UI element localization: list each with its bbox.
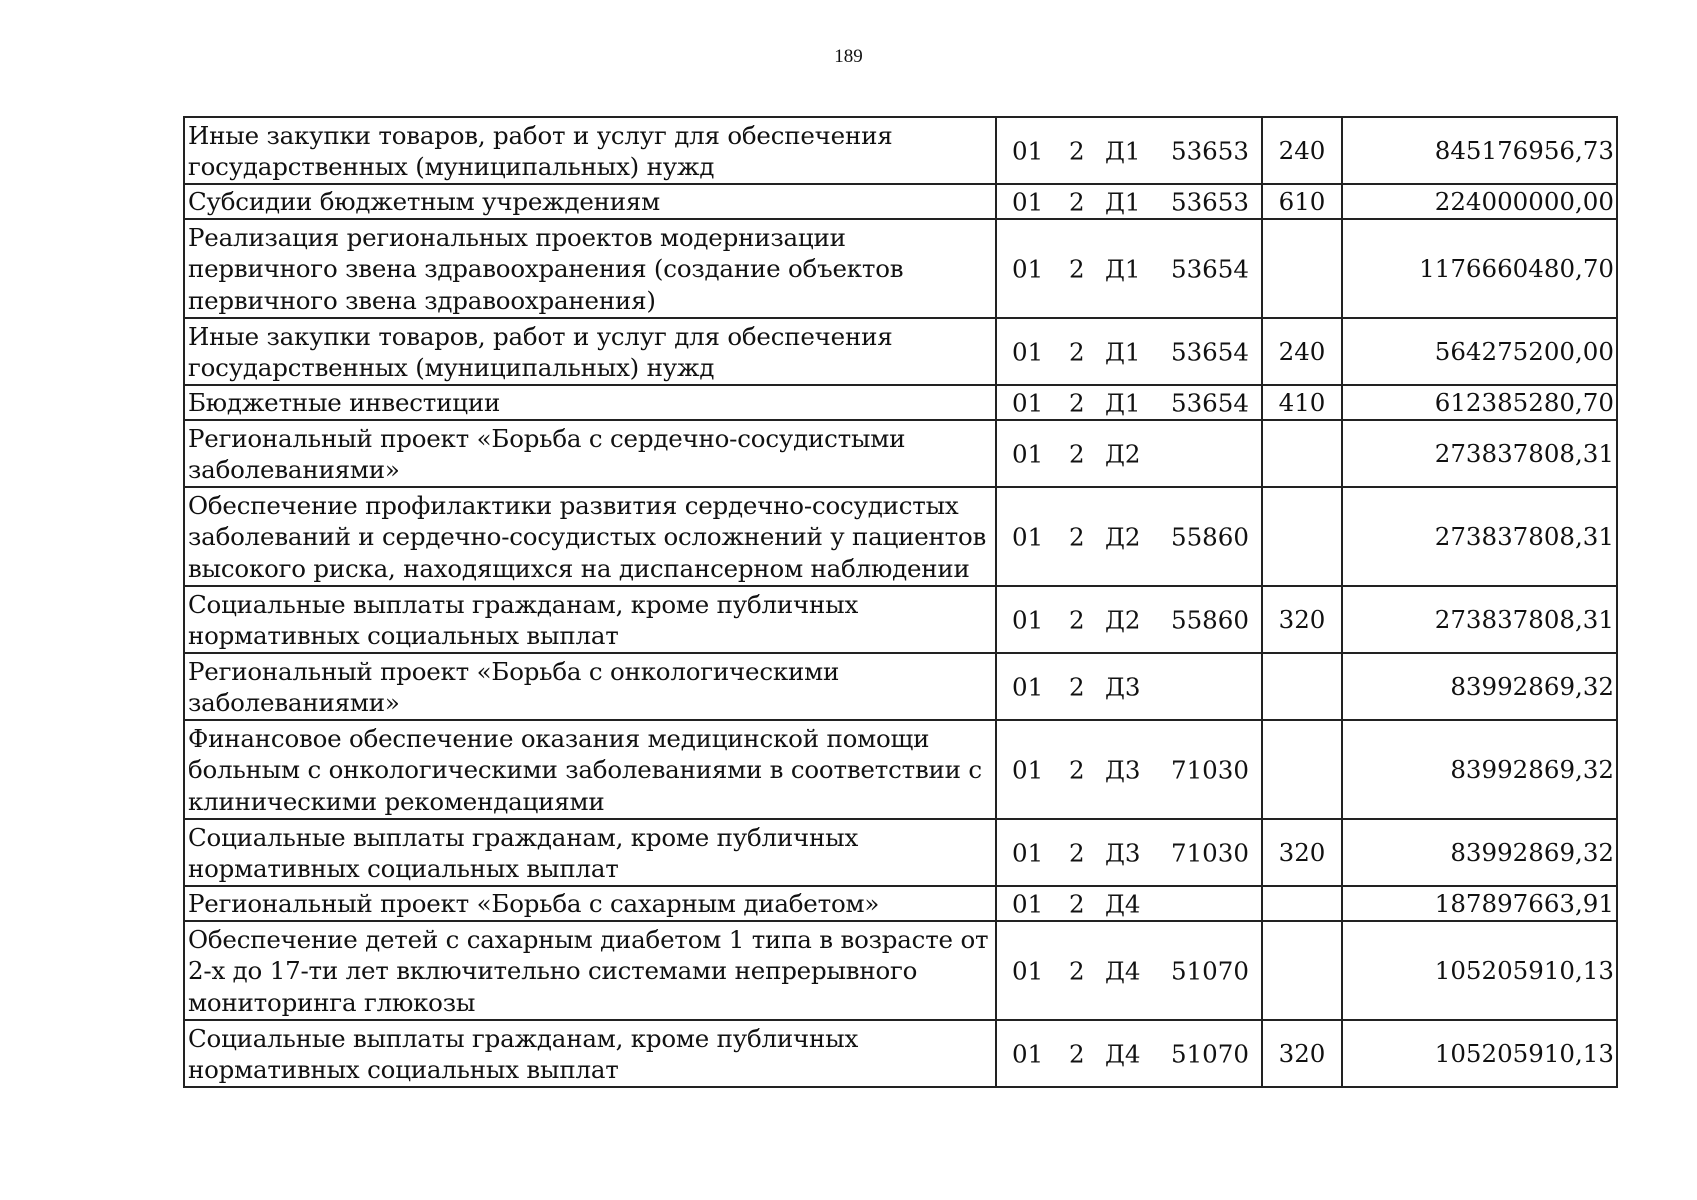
table-row	[184, 219, 1617, 318]
code-part-2: 2	[1069, 837, 1085, 867]
expense-type-code: 610	[1262, 184, 1342, 219]
budget-table	[183, 116, 1618, 1088]
target-article-code	[996, 184, 1262, 219]
code-part-3: Д2	[1105, 438, 1141, 468]
code-part-2: 2	[1069, 521, 1085, 551]
target-article-code	[996, 720, 1262, 819]
amount: 1176660480,70	[1342, 219, 1617, 318]
code-part-4: 53654	[1171, 253, 1249, 283]
code-part-1: 01	[1012, 387, 1044, 417]
expense-type-code	[1262, 921, 1342, 1020]
target-article-code	[996, 117, 1262, 184]
code-part-2: 2	[1069, 754, 1085, 784]
code-part-3: Д2	[1105, 604, 1141, 634]
code-part-2: 2	[1069, 1038, 1085, 1068]
row-name: Субсидии бюджетным учреждениям	[184, 184, 996, 219]
code-part-2: 2	[1069, 336, 1085, 366]
expense-type-code	[1262, 653, 1342, 720]
code-part-1: 01	[1012, 438, 1044, 468]
expense-type-code	[1262, 720, 1342, 819]
row-name: Обеспечение детей с сахарным диабетом 1 типа в возрасте от 2-х до 17-ти лет включительно системами непрерывного мониторинга глюкозы	[184, 921, 996, 1020]
table-row	[184, 653, 1617, 720]
code-part-1: 01	[1012, 186, 1044, 216]
budget-table-body	[184, 117, 1617, 1087]
code-part-4: 55860	[1171, 604, 1249, 634]
code-part-4: 71030	[1171, 837, 1249, 867]
code-part-1: 01	[1012, 1038, 1044, 1068]
target-article-code	[996, 420, 1262, 487]
code-part-1: 01	[1012, 671, 1044, 701]
code-part-4: 71030	[1171, 754, 1249, 784]
table-row	[184, 819, 1617, 886]
code-part-1: 01	[1012, 955, 1044, 985]
expense-type-code: 320	[1262, 819, 1342, 886]
expense-type-code	[1262, 886, 1342, 921]
code-part-3: Д2	[1105, 521, 1141, 551]
row-name: Региональный проект «Борьба с онкологическими заболеваниями»	[184, 653, 996, 720]
expense-type-code: 320	[1262, 586, 1342, 653]
target-article-code	[996, 1020, 1262, 1087]
amount: 612385280,70	[1342, 385, 1617, 420]
code-part-1: 01	[1012, 336, 1044, 366]
code-part-4: 53653	[1171, 135, 1249, 165]
code-part-2: 2	[1069, 186, 1085, 216]
code-part-3: Д3	[1105, 671, 1141, 701]
code-part-1: 01	[1012, 521, 1044, 551]
code-part-2: 2	[1069, 135, 1085, 165]
code-part-3: Д3	[1105, 837, 1141, 867]
code-part-3: Д1	[1105, 135, 1141, 165]
table-row	[184, 184, 1617, 219]
amount: 83992869,32	[1342, 720, 1617, 819]
table-row	[184, 586, 1617, 653]
row-name: Региональный проект «Борьба с сердечно-сосудистыми заболеваниями»	[184, 420, 996, 487]
code-part-4: 51070	[1171, 1038, 1249, 1068]
table-row	[184, 921, 1617, 1020]
table-row	[184, 1020, 1617, 1087]
code-part-3: Д1	[1105, 253, 1141, 283]
row-name: Социальные выплаты гражданам, кроме публичных нормативных социальных выплат	[184, 819, 996, 886]
row-name: Социальные выплаты гражданам, кроме публичных нормативных социальных выплат	[184, 1020, 996, 1087]
code-part-3: Д1	[1105, 336, 1141, 366]
amount: 187897663,91	[1342, 886, 1617, 921]
row-name: Обеспечение профилактики развития сердечно-сосудистых заболеваний и сердечно-сосудистых осложнений у пациентов высокого риска, находящихся на диспансерном наблюдении	[184, 487, 996, 586]
code-part-3: Д4	[1105, 955, 1141, 985]
code-part-4: 53653	[1171, 186, 1249, 216]
code-part-1: 01	[1012, 888, 1044, 918]
table-row	[184, 420, 1617, 487]
code-part-1: 01	[1012, 135, 1044, 165]
code-part-1: 01	[1012, 754, 1044, 784]
expense-type-code: 410	[1262, 385, 1342, 420]
target-article-code	[996, 219, 1262, 318]
target-article-code	[996, 819, 1262, 886]
table-row	[184, 318, 1617, 385]
code-part-2: 2	[1069, 955, 1085, 985]
table-row	[184, 720, 1617, 819]
code-part-2: 2	[1069, 438, 1085, 468]
page-number: 189	[834, 46, 863, 67]
target-article-code	[996, 385, 1262, 420]
code-part-4: 55860	[1171, 521, 1249, 551]
expense-type-code: 320	[1262, 1020, 1342, 1087]
expense-type-code: 240	[1262, 117, 1342, 184]
row-name: Социальные выплаты гражданам, кроме публичных нормативных социальных выплат	[184, 586, 996, 653]
expense-type-code	[1262, 420, 1342, 487]
row-name: Иные закупки товаров, работ и услуг для обеспечения государственных (муниципальных) нужд	[184, 318, 996, 385]
code-part-3: Д4	[1105, 888, 1141, 918]
code-part-4: 53654	[1171, 387, 1249, 417]
amount: 224000000,00	[1342, 184, 1617, 219]
amount: 105205910,13	[1342, 1020, 1617, 1087]
code-part-1: 01	[1012, 253, 1044, 283]
code-part-2: 2	[1069, 671, 1085, 701]
amount: 564275200,00	[1342, 318, 1617, 385]
row-name: Реализация региональных проектов модернизации первичного звена здравоохранения (создание объектов первичного звена здравоохранения)	[184, 219, 996, 318]
row-name: Иные закупки товаров, работ и услуг для обеспечения государственных (муниципальных) нужд	[184, 117, 996, 184]
amount: 273837808,31	[1342, 420, 1617, 487]
row-name: Финансовое обеспечение оказания медицинской помощи больным с онкологическими заболеваниями в соответствии с клиническими рекомендациями	[184, 720, 996, 819]
amount: 845176956,73	[1342, 117, 1617, 184]
code-part-3: Д1	[1105, 387, 1141, 417]
amount: 273837808,31	[1342, 487, 1617, 586]
target-article-code	[996, 653, 1262, 720]
target-article-code	[996, 886, 1262, 921]
amount: 83992869,32	[1342, 653, 1617, 720]
amount: 105205910,13	[1342, 921, 1617, 1020]
target-article-code	[996, 487, 1262, 586]
amount: 83992869,32	[1342, 819, 1617, 886]
table-row	[184, 117, 1617, 184]
target-article-code	[996, 586, 1262, 653]
table-row	[184, 487, 1617, 586]
amount: 273837808,31	[1342, 586, 1617, 653]
code-part-4: 51070	[1171, 955, 1249, 985]
code-part-2: 2	[1069, 387, 1085, 417]
code-part-3: Д4	[1105, 1038, 1141, 1068]
target-article-code	[996, 318, 1262, 385]
table-row	[184, 886, 1617, 921]
target-article-code	[996, 921, 1262, 1020]
code-part-2: 2	[1069, 888, 1085, 918]
row-name: Региональный проект «Борьба с сахарным диабетом»	[184, 886, 996, 921]
code-part-2: 2	[1069, 604, 1085, 634]
expense-type-code: 240	[1262, 318, 1342, 385]
code-part-4: 53654	[1171, 336, 1249, 366]
code-part-1: 01	[1012, 604, 1044, 634]
expense-type-code	[1262, 487, 1342, 586]
row-name: Бюджетные инвестиции	[184, 385, 996, 420]
code-part-3: Д3	[1105, 754, 1141, 784]
code-part-2: 2	[1069, 253, 1085, 283]
code-part-1: 01	[1012, 837, 1044, 867]
code-part-3: Д1	[1105, 186, 1141, 216]
expense-type-code	[1262, 219, 1342, 318]
table-row	[184, 385, 1617, 420]
